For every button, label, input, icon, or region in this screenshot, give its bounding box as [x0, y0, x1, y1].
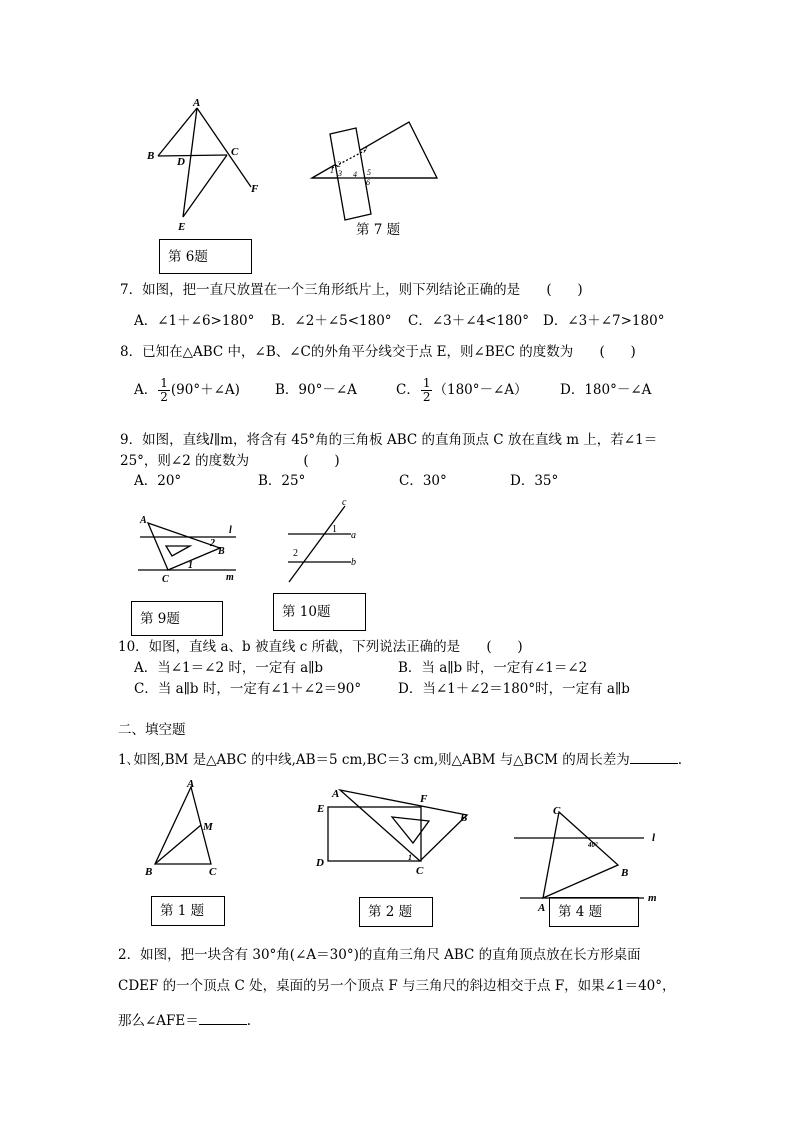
- q9-text-c: 25°，则∠2 的度数为: [120, 453, 250, 469]
- point-m-label: M: [203, 821, 213, 833]
- point-b-label: B: [145, 866, 153, 878]
- point-b-label: B: [218, 546, 225, 557]
- line-l-label: l: [229, 525, 232, 536]
- figure-6-caption-text: 第 6题: [168, 248, 208, 265]
- angle-5-label: 5: [367, 168, 371, 177]
- line-m-label: m: [226, 572, 234, 583]
- fill-q2-line3: [118, 1010, 251, 1030]
- fill-q2-end: .: [246, 1013, 252, 1029]
- fill-figure-4: [510, 800, 665, 912]
- triangle-inner: [166, 546, 190, 556]
- q8-option-b: B．90°－∠A: [275, 382, 357, 398]
- q7-option-a: A．∠1＋∠6>180°: [134, 313, 255, 329]
- q8-option-a-letter: A．: [134, 382, 158, 398]
- figure-10: [285, 498, 375, 588]
- q8-option-a-text: (90°＋∠A): [170, 382, 240, 398]
- fraction-denominator: 2: [160, 390, 168, 404]
- angle-3-label: 3: [338, 169, 342, 178]
- q10-answer-paren: ( ): [486, 639, 523, 655]
- angle-1-label: 1: [332, 524, 337, 535]
- fraction-numerator: 1: [422, 376, 431, 390]
- q9-option-d: D．35°: [510, 473, 559, 489]
- figure-9-caption-text: 第 9题: [140, 610, 180, 627]
- angle-2-label: 2: [337, 160, 341, 169]
- q10-option-b: B．当 a∥b 时，一定有∠1＝∠2: [398, 660, 588, 676]
- fill-q1-end: .: [677, 752, 683, 768]
- line-l-label: l: [652, 832, 656, 844]
- q7-stem: [120, 281, 583, 299]
- point-c-label: C: [416, 865, 424, 877]
- q9-text-a: 9．如图，直线: [120, 432, 210, 448]
- q10-stem-text: 10．如图，直线 a、b 被直线 c 所截，下列说法正确的是: [118, 639, 461, 655]
- answer-blank[interactable]: [199, 1010, 247, 1025]
- point-f-label: F: [420, 793, 428, 805]
- answer-blank[interactable]: [630, 749, 678, 764]
- figure-7: [308, 118, 443, 223]
- segment-af: [197, 108, 251, 187]
- point-d-label: D: [177, 156, 185, 168]
- point-a-label: A: [538, 902, 546, 914]
- q7-stem-text: 7．如图，把一直尺放置在一个三角形纸片上，则下列结论正确的是: [120, 282, 521, 298]
- angle-4-label: 4: [353, 170, 357, 179]
- fill-q2-line3-text: 那么∠AFE＝: [118, 1013, 199, 1029]
- angle-6-label: 6: [366, 178, 370, 187]
- ruler: [330, 128, 371, 220]
- angle-1-label: 1: [408, 853, 412, 862]
- fill-figure-1-caption: [151, 896, 225, 926]
- fill-q2-line1: 2．如图，把一块含有 30°角(∠A＝30°)的直角三角尺 ABC 的直角顶点放在长方形桌面: [118, 947, 641, 963]
- q7-option-b: B．∠2＋∠5<180°: [271, 313, 392, 329]
- q10-stem: [118, 638, 523, 656]
- q9-option-a: A．20°: [134, 473, 182, 489]
- fill-figure-1-caption-text: 第 1 题: [160, 903, 205, 919]
- angle-40-label: 40°: [588, 841, 598, 849]
- figure-9-caption: [131, 601, 223, 636]
- q8-option-c-text: （180°－∠A）: [433, 382, 528, 398]
- q7-option-c: C．∠3＋∠4<180°: [408, 313, 529, 329]
- point-d-label: D: [316, 857, 324, 869]
- fill-figure-2-caption: [359, 897, 433, 927]
- point-a-label: A: [193, 97, 201, 109]
- fraction-half: [421, 377, 433, 404]
- q9-stem-line1: [120, 431, 657, 449]
- angle-2-label: 2: [210, 538, 215, 549]
- q7-answer-paren: ( ): [546, 282, 583, 298]
- segment-bc: [158, 155, 227, 156]
- fill-figure-2: [312, 783, 482, 878]
- line-b-label: b: [351, 557, 356, 568]
- point-a-label: A: [187, 778, 195, 790]
- figure-6: [140, 95, 280, 240]
- figure-10-caption-text: 第 10题: [282, 604, 331, 620]
- angle-7-label: 7: [363, 146, 367, 155]
- figure-10-caption: [273, 593, 366, 631]
- point-b-label: B: [621, 867, 629, 879]
- median-bm: [155, 825, 201, 864]
- angle-1-label: 1: [188, 560, 193, 571]
- fill-figure-4-caption: [549, 897, 639, 927]
- angle-2-label: 2: [293, 548, 298, 559]
- fill-figure-2-caption-text: 第 2 题: [368, 904, 413, 920]
- triangle-ruler: [340, 790, 467, 861]
- q9-answer-paren: ( ): [303, 453, 340, 469]
- line-c-label: c: [342, 497, 347, 508]
- line-a-label: a: [351, 530, 356, 541]
- point-f-label: F: [251, 183, 259, 195]
- triangle-abc: [543, 812, 618, 898]
- point-c-label: C: [209, 866, 217, 878]
- section-2-title: 二、填空题: [118, 722, 186, 738]
- point-c-label: C: [553, 805, 561, 817]
- q10-option-d: D．当∠1＋∠2＝180°时，一定有 a∥b: [398, 681, 630, 697]
- point-b-label: B: [147, 150, 155, 162]
- q9-stem-line2: [120, 452, 340, 470]
- fraction-denominator: 2: [422, 390, 431, 404]
- q9-option-c: C．30°: [399, 473, 447, 489]
- fill-figure-1: [145, 778, 225, 880]
- q10-option-c: C．当 a∥b 时，一定有∠1＋∠2＝90°: [134, 681, 362, 697]
- q9-line-l: l: [209, 432, 214, 448]
- point-c-label: C: [162, 574, 169, 585]
- q8-option-c: [396, 376, 528, 404]
- point-e-label: E: [178, 221, 186, 233]
- q7-option-d: D．∠3＋∠7>180°: [543, 313, 665, 329]
- fraction-half: [158, 377, 170, 404]
- q8-option-c-letter: C．: [396, 382, 420, 398]
- figure-7-caption: 第 7 题: [356, 222, 401, 238]
- q8-option-a: [134, 376, 240, 404]
- fraction-numerator: 1: [160, 376, 168, 390]
- line-c: [289, 506, 345, 582]
- fill-q1: [118, 749, 682, 769]
- point-a-label: A: [140, 515, 147, 526]
- fill-q2-line2: CDEF 的一个顶点 C 处，桌面的另一个顶点 F 与三角尺的斜边相交于点 F，如果∠1＝40°，: [118, 978, 676, 994]
- q8-answer-paren: ( ): [599, 344, 636, 360]
- q9-option-b: B．25°: [258, 473, 306, 489]
- q8-option-d: D．180°－∠A: [560, 382, 652, 398]
- angle-1-label: 1: [330, 166, 334, 175]
- q9-text-b: ∥m，将含有 45°角的三角板 ABC 的直角顶点 C 放在直线 m 上，若∠1＝: [213, 432, 658, 448]
- figure-6-caption: [159, 239, 252, 274]
- figure-9: [138, 510, 258, 585]
- point-b-label: B: [460, 812, 468, 824]
- fill-figure-4-caption-text: 第 4 题: [558, 904, 603, 920]
- point-c-label: C: [231, 146, 239, 158]
- point-a-label: A: [332, 788, 340, 800]
- triangle-inner: [392, 817, 429, 843]
- point-e-label: E: [317, 803, 325, 815]
- q8-stem-text: 8．已知在△ABC 中，∠B、∠C的外角平分线交于点 E，则∠BEC 的度数为: [120, 344, 574, 360]
- fill-q1-text: 1､如图,BM 是△ABC 的中线,AB＝5 cm,BC＝3 cm,则△ABM 与△BCM 的周长差为: [118, 752, 630, 768]
- q8-stem: [120, 343, 636, 361]
- line-m-label: m: [648, 892, 657, 904]
- q10-option-a: A．当∠1＝∠2 时，一定有 a∥b: [134, 660, 324, 676]
